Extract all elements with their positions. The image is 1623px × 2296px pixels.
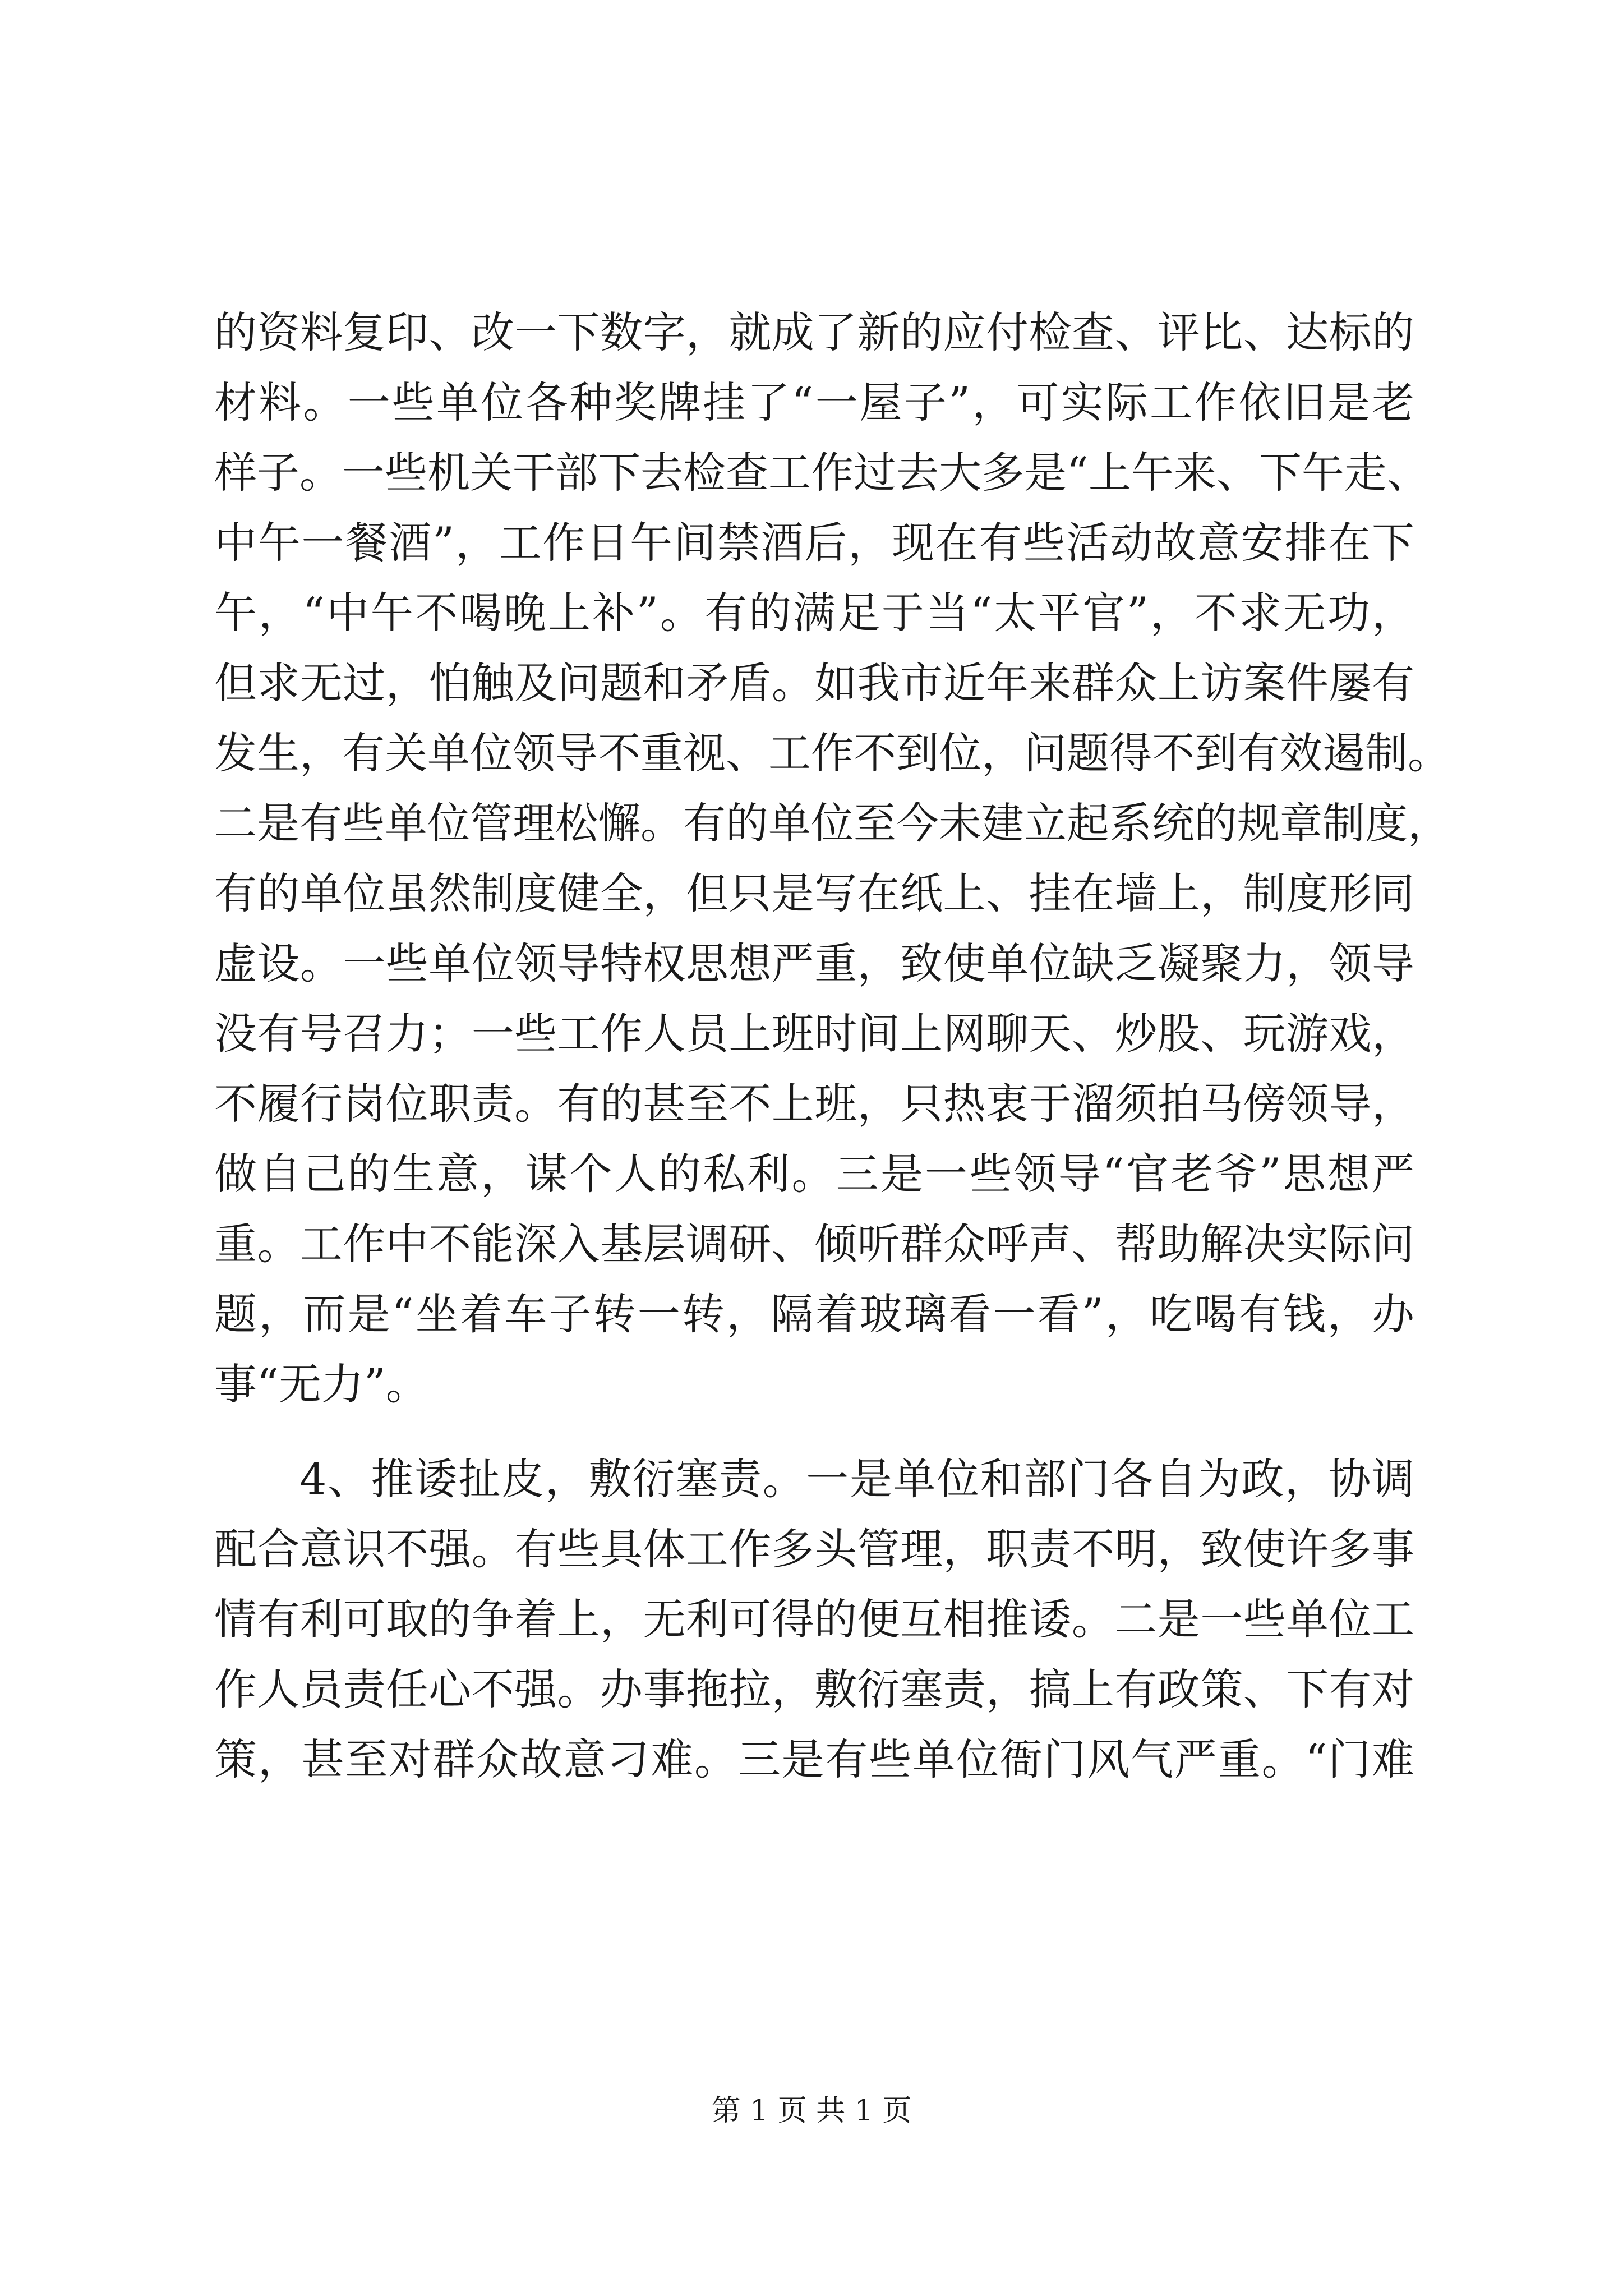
text-line: 没有号召力；一些工作人员上班时间上网聊天、炒股、玩游戏， [214,1009,1414,1059]
text-line: 虚设。一些单位领导特权思想严重，致使单位缺乏凝聚力，领导 [214,938,1414,988]
text-line: 4、推诿扯皮，敷衍塞责。一是单位和部门各自为政，协调 [299,1454,1414,1504]
text-line: 情有利可取的争着上，无利可得的便互相推诿。二是一些单位工 [214,1594,1414,1644]
text-line: 发生，有关单位领导不重视、工作不到位，问题得不到有效遏制。 [214,728,1450,778]
text-line: 题，而是“坐着车子转一转，隔着玻璃看一看”，吃喝有钱，办 [214,1289,1414,1339]
text-line: 样子。一些机关干部下去检查工作过去大多是“上午来、下午走、 [214,448,1430,498]
paragraph-1 [214,297,1450,1419]
text-line: 中午一餐酒”，工作日午间禁酒后，现在有些活动故意安排在下 [214,518,1414,568]
text-line: 午，“中午不喝晚上补”。有的满足于当“太平官”，不求无功， [214,588,1414,638]
text-line: 事“无力”。 [214,1359,428,1409]
text-line: 配合意识不强。有些具体工作多头管理，职责不明，致使许多事 [214,1524,1414,1574]
paragraph-2 [214,1444,1414,1795]
text-line: 有的单位虽然制度健全，但只是写在纸上、挂在墙上，制度形同 [214,868,1414,918]
paragraph-spacer [214,1419,1414,1444]
text-line: 策，甚至对群众故意刁难。三是有些单位衙门风气严重。“门难 [214,1734,1414,1784]
text-line: 的资料复印、改一下数字，就成了新的应付检查、评比、达标的 [214,307,1414,357]
text-line: 材料。一些单位各种奖牌挂了“一屋子”，可实际工作依旧是老 [214,378,1414,427]
text-line: 重。工作中不能深入基层调研、倾听群众呼声、帮助解决实际问 [214,1219,1414,1269]
text-line: 二是有些单位管理松懈。有的单位至今未建立起系统的规章制度， [214,798,1450,848]
text-line: 作人员责任心不强。办事拖拉，敷衍塞责，搞上有政策、下有对 [214,1664,1414,1714]
text-line: 做自己的生意，谋个人的私利。三是一些领导“官老爷”思想严 [214,1149,1414,1199]
text-line: 不履行岗位职责。有的甚至不上班，只热衷于溜须拍马傍领导， [214,1079,1414,1129]
body-text [214,297,1450,1795]
text-line: 但求无过，怕触及问题和矛盾。如我市近年来群众上访案件屡有 [214,658,1414,708]
page-footer: 第 1 页 共 1 页 [711,2094,912,2128]
